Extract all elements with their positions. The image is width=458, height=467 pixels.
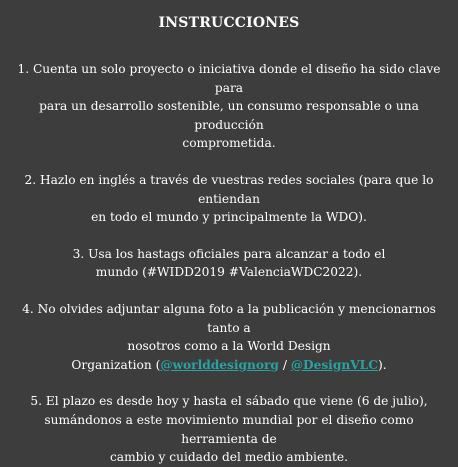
- instruction-1-line-3: comprometida.: [182, 136, 276, 151]
- instruction-4-line-3-suffix: ).: [377, 357, 387, 372]
- instruction-3-line-2: mundo (#WIDD2019 #ValenciaWDC2022).: [95, 265, 363, 280]
- instruction-1-line-1: 1. Cuenta un solo proyecto o iniciativa donde el diseño ha sido clave para: [17, 62, 441, 95]
- instruction-5-line-1: 5. El plazo es desde hoy y hasta el sábado que viene (6 de julio),: [30, 394, 428, 409]
- instruction-4-line-3-prefix: Organization (: [71, 357, 161, 372]
- instruction-item-1: [14, 60, 444, 153]
- instruction-item-4: [14, 300, 444, 374]
- instruction-1-line-2: para un desarrollo sostenible, un consumo responsable o una producción: [39, 99, 419, 132]
- instruction-item-5: [14, 392, 444, 466]
- designvlc-link[interactable]: @DesignVLC: [290, 357, 378, 372]
- instruction-item-2: [14, 171, 444, 227]
- instruction-4-line-1: 4. No olvides adjuntar alguna foto a la publicación y mencionarnos tanto a: [22, 301, 436, 335]
- instruction-5-line-3: cambio y cuidado del medio ambiente.: [109, 450, 348, 465]
- instruction-2-line-1: 2. Hazlo en inglés a través de vuestras redes sociales (para que lo entiendan: [24, 172, 434, 206]
- worlddesignorg-link[interactable]: @worlddesignorg: [160, 357, 279, 372]
- instruction-3-line-1: 3. Usa los hastags oficiales para alcanzar a todo el: [72, 246, 386, 261]
- instruction-4-line-2: nosotros como a la World Design: [127, 339, 331, 354]
- page-title: INSTRUCCIONES: [158, 15, 300, 31]
- instruction-5-line-2: sumándonos a este movimiento mundial por el diseño como herramienta de: [44, 412, 414, 446]
- instruction-item-3: [14, 245, 444, 282]
- instruction-2-line-2: en todo el mundo y principalmente la WDO).: [91, 210, 367, 225]
- link-separator: /: [278, 357, 291, 372]
